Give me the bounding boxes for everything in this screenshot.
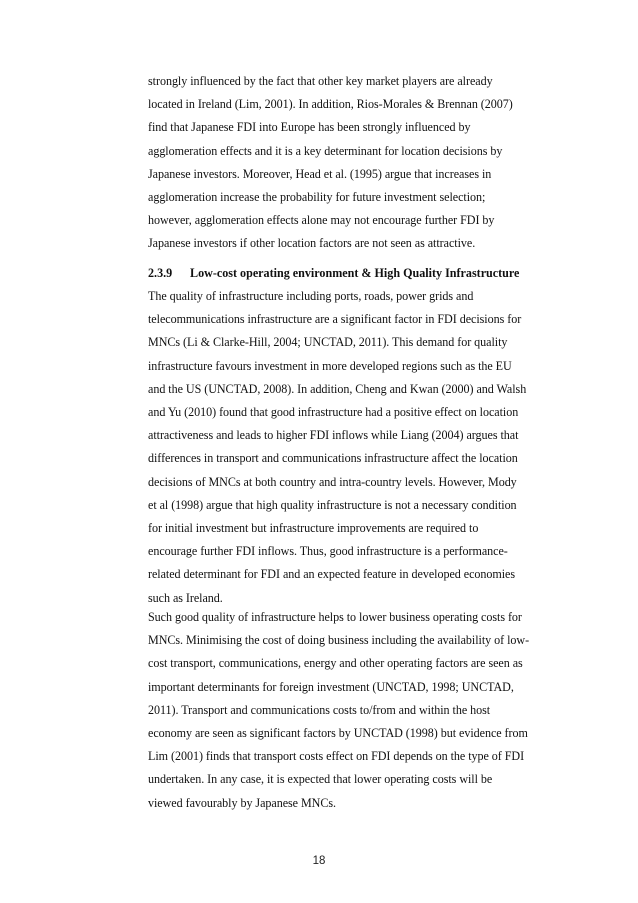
text-line: viewed favourably by Japanese MNCs.	[148, 795, 337, 810]
section-heading	[148, 262, 519, 285]
text-line: economy are seen as significant factors by UNCTAD (1998) but evidence from	[148, 726, 528, 741]
page-number: 18	[312, 855, 326, 867]
text-line: cost transport, communications, energy and other operating factors are seen as	[148, 656, 523, 671]
paragraph-agglomeration	[148, 70, 573, 256]
section-number: 2.3.9	[148, 266, 173, 280]
text-line: for initial investment but infrastructure improvements are required to	[148, 521, 479, 536]
paragraph-operating-costs	[148, 606, 573, 815]
text-line: Such good quality of infrastructure helps to lower business operating costs for	[148, 610, 522, 624]
text-line: Lim (2001) finds that transport costs effect on FDI depends on the type of FDI	[148, 749, 525, 764]
text-line: agglomeration increase the probability for future investment selection;	[148, 190, 486, 205]
text-line: encourage further FDI inflows. Thus, good infrastructure is a performance-	[148, 544, 508, 559]
text-line: 2011). Transport and communications costs to/from and within the host	[148, 702, 491, 717]
paragraph-infrastructure	[148, 285, 573, 610]
text-line: however, agglomeration effects alone may not encourage further FDI by	[148, 213, 495, 228]
text-line: MNCs. Minimising the cost of doing business including the availability of low-	[148, 633, 530, 648]
text-line: attractiveness and leads to higher FDI inflows while Liang (2004) argues that	[148, 428, 519, 443]
text-line: agglomeration effects and it is a key determinant for location decisions by	[148, 143, 503, 158]
text-line: Japanese investors if other location factors are not seen as attractive.	[148, 236, 476, 251]
text-line: Japanese investors. Moreover, Head et al. (1995) argue that increases in	[148, 166, 492, 181]
text-line: important determinants for foreign investment (UNCTAD, 1998; UNCTAD,	[148, 679, 514, 694]
text-line: infrastructure favours investment in more developed regions such as the EU	[148, 358, 512, 373]
text-line: decisions of MNCs at both country and intra-country levels. However, Mody	[148, 474, 517, 489]
text-line: telecommunications infrastructure are a significant factor in FDI decisions for	[148, 312, 522, 327]
text-line: The quality of infrastructure including ports, roads, power grids and	[148, 289, 474, 303]
text-line: differences in transport and communications infrastructure affect the location	[148, 451, 518, 466]
text-line: MNCs (Li & Clarke-Hill, 2004; UNCTAD, 2011). This demand for quality	[148, 335, 508, 350]
text-line: and Yu (2010) found that good infrastructure had a positive effect on location	[148, 405, 519, 420]
text-line: et al (1998) argue that high quality infrastructure is not a necessary condition	[148, 497, 517, 512]
text-line: and the US (UNCTAD, 2008). In addition, Cheng and Kwan (2000) and Walsh	[148, 381, 527, 396]
text-line: such as Ireland.	[148, 590, 223, 605]
text-line: located in Ireland (Lim, 2001). In addition, Rios-Morales & Brennan (2007)	[148, 97, 513, 112]
text-line: related determinant for FDI and an expected feature in developed economies	[148, 567, 516, 582]
section-title: Low-cost operating environment & High Quality Infrastructure	[190, 266, 520, 280]
text-line: undertaken. In any case, it is expected that lower operating costs will be	[148, 772, 493, 787]
text-line: strongly influenced by the fact that other key market players are already	[148, 74, 493, 88]
text-line: find that Japanese FDI into Europe has been strongly influenced by	[148, 120, 471, 135]
